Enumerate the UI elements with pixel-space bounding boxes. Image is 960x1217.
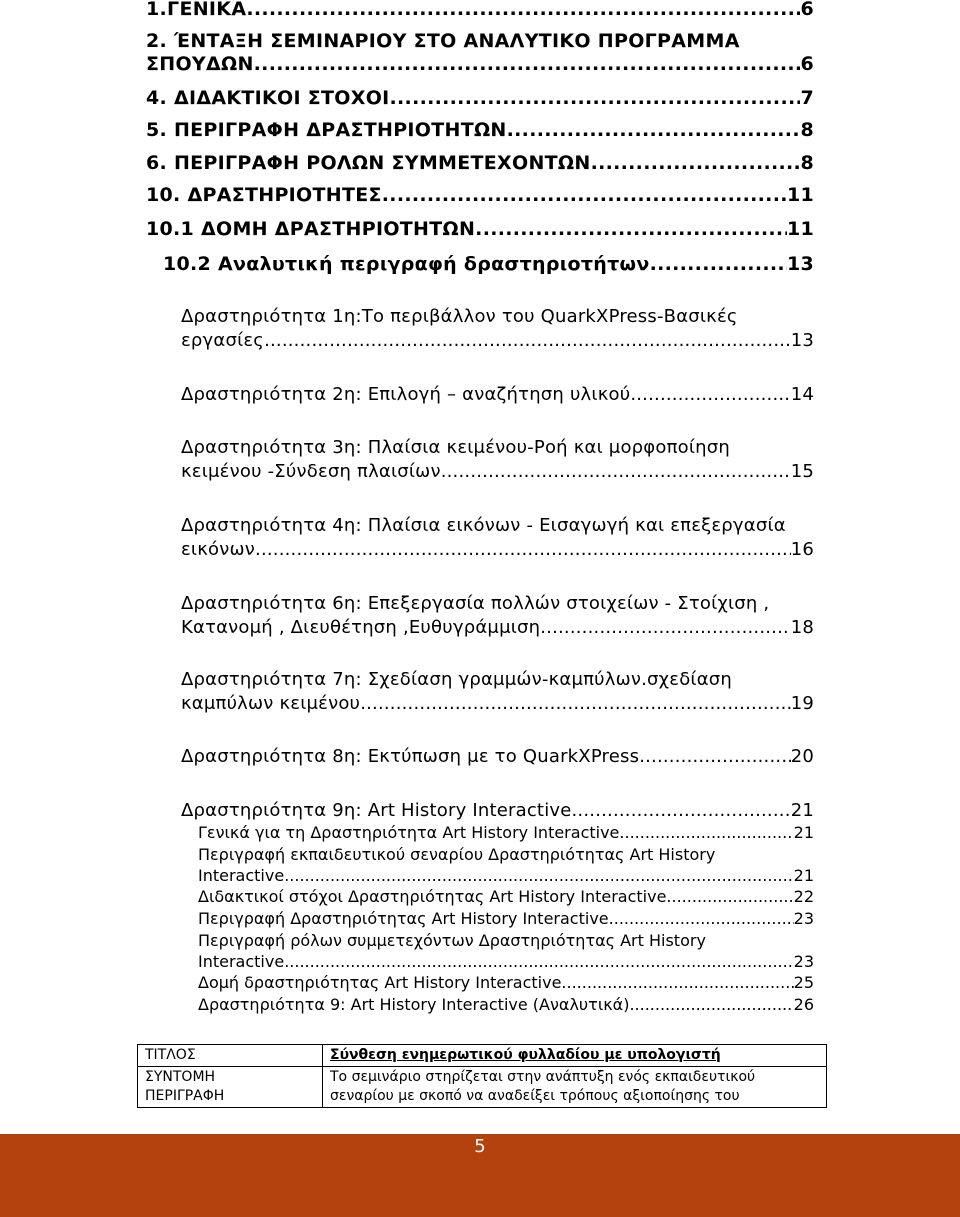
toc-entry-5[interactable] [146, 152, 814, 174]
toc-entry-page: 21 [793, 866, 814, 885]
toc-entry-10[interactable] [181, 384, 814, 405]
toc-entry-title: 10.1 ΔΟΜΗ ΔΡΑΣΤΗΡΙΟΤΗΤΩΝ [146, 218, 476, 240]
toc-entry-page: 16 [790, 539, 814, 560]
toc-entry-page: 23 [793, 909, 814, 928]
toc-entry-12-line1[interactable]: Δραστηριότητα 4η: Πλαίσια εικόνων - Εισαγωγή και επεξεργασία [181, 515, 786, 536]
toc-entry-title: 4. ΔΙΔΑΚΤΙΚΟΙ ΣΤΟΧΟΙ [146, 87, 390, 109]
toc-entry-title: 10.2 Αναλυτική περιγραφή δραστηριοτήτων [163, 253, 650, 275]
toc-entry-page: 25 [793, 973, 814, 992]
toc-entry-7[interactable] [146, 218, 814, 240]
toc-entry-page: 13 [786, 253, 814, 275]
toc-entry-title: Δομή δραστηριότητας Art History Interactive [198, 973, 562, 992]
table-row [138, 1045, 827, 1067]
toc-entry-title: εικόνων [181, 539, 256, 560]
toc-entry-title: 6. ΠΕΡΙΓΡΑΦΗ ΡΟΛΩΝ ΣΥΜΜΕΤΕΧΟΝΤΩΝ [146, 152, 591, 174]
toc-entry-page: 6 [800, 0, 814, 20]
toc-leader-dots [561, 973, 793, 992]
toc-leader-dots [441, 461, 791, 482]
summary-value [323, 1067, 827, 1108]
toc-entry-21-line1[interactable]: Περιγραφή ρόλων συμμετεχόντων Δραστηριότητας Art History [198, 931, 706, 950]
toc-leader-dots [572, 800, 791, 821]
toc-entry-18-line1[interactable]: Περιγραφή εκπαιδευτικού σεναρίου Δραστηριότητας Art History [198, 845, 716, 864]
toc-entry-1[interactable] [146, 0, 814, 20]
toc-leader-dots [591, 152, 801, 174]
toc-entry-18[interactable] [198, 866, 814, 885]
toc-leader-dots [255, 539, 791, 560]
toc-entry-title: Γενικά για τη Δραστηριότητα Art History Interactive [198, 823, 620, 842]
toc-entry-6[interactable] [146, 184, 814, 206]
toc-entry-title: Δραστηριότητα 8η: Εκτύπωση με το QuarkXPress [181, 746, 640, 767]
toc-leader-dots [507, 119, 801, 141]
toc-entry-page: 18 [790, 617, 814, 638]
toc-entry-21[interactable] [198, 952, 814, 971]
toc-entry-page: 8 [800, 119, 814, 141]
toc-leader-dots [609, 909, 794, 928]
toc-entry-title: Κατανομή , Διευθέτηση ,Ευθυγράμμιση [181, 617, 541, 638]
toc-entry-2[interactable] [146, 53, 814, 75]
toc-leader-dots [666, 887, 793, 906]
toc-entry-title: Δραστηριότητα 9η: Art History Interactive [181, 800, 572, 821]
toc-entry-page: 19 [790, 693, 814, 714]
seminar-info-table [137, 1044, 827, 1108]
toc-entry-14-line1[interactable]: Δραστηριότητα 7η: Σχεδίαση γραμμών-καμπύλων.σχεδίαση [181, 669, 732, 690]
toc-leader-dots [246, 0, 800, 20]
toc-leader-dots [390, 87, 801, 109]
table-row [138, 1067, 827, 1108]
toc-entry-page: 11 [786, 218, 814, 240]
toc-entry-title: 1.ΓΕΝΙΚΑ [146, 0, 247, 20]
page-number: 5 [474, 1136, 486, 1157]
toc-entry-title: Interactive [198, 952, 285, 971]
toc-entry-11[interactable] [181, 461, 814, 482]
toc-leader-dots [264, 330, 791, 351]
toc-entry-page: 8 [800, 152, 814, 174]
toc-leader-dots [284, 952, 793, 971]
toc-entry-16[interactable] [181, 800, 814, 821]
summary-label [138, 1067, 323, 1108]
toc-entry-title: Διδακτικοί στόχοι Δραστηριότητας Art History Interactive [198, 887, 667, 906]
toc-entry-15[interactable] [181, 746, 814, 767]
toc-entry-13[interactable] [181, 617, 814, 638]
summary-label-line: ΠΕΡΙΓΡΑΦΗ [145, 1088, 225, 1104]
title-label: ΤΙΤΛΟΣ [138, 1045, 323, 1067]
toc-entry-page: 23 [793, 952, 814, 971]
toc-entry-17[interactable] [198, 823, 814, 842]
toc-entry-19[interactable] [198, 887, 814, 906]
toc-entry-page: 20 [790, 746, 814, 767]
toc-entry-14[interactable] [181, 693, 814, 714]
toc-leader-dots [629, 995, 793, 1014]
toc-entry-9[interactable] [181, 330, 814, 351]
toc-leader-dots [475, 218, 787, 240]
toc-entry-page: 22 [793, 887, 814, 906]
toc-leader-dots [382, 184, 787, 206]
toc-entry-12[interactable] [181, 539, 814, 560]
title-value-text: Σύνθεση ενημερωτικού φυλλαδίου με υπολογιστή [330, 1047, 721, 1063]
toc-entry-title: Δραστηριότητα 9: Art History Interactive (Αναλυτικά) [198, 995, 630, 1014]
toc-leader-dots [619, 823, 793, 842]
toc-leader-dots [650, 253, 787, 275]
title-value [323, 1045, 827, 1067]
toc-entry-title: κειμένου -Σύνδεση πλαισίων [181, 461, 441, 482]
toc-entry-4[interactable] [146, 119, 814, 141]
toc-leader-dots [630, 384, 790, 405]
toc-entry-page: 21 [790, 800, 814, 821]
toc-entry-11-line1[interactable]: Δραστηριότητα 3η: Πλαίσια κειμένου-Ροή και μορφοποίηση [181, 437, 730, 458]
toc-entry-page: 6 [800, 53, 814, 75]
toc-entry-13-line1[interactable]: Δραστηριότητα 6η: Επεξεργασία πολλών στοιχείων - Στοίχιση , [181, 593, 770, 614]
toc-entry-23[interactable] [198, 995, 814, 1014]
toc-entry-title: Περιγραφή Δραστηριότητας Art History Interactive [198, 909, 609, 928]
toc-entry-page: 26 [793, 995, 814, 1014]
toc-entry-title: 5. ΠΕΡΙΓΡΑΦΗ ΔΡΑΣΤΗΡΙΟΤΗΤΩΝ [146, 119, 507, 141]
toc-leader-dots [360, 693, 791, 714]
toc-entry-title: εργασίες [181, 330, 265, 351]
summary-value-line: σεναρίου με σκοπό να αναδείξει τρόπους αξιοποίησης του [330, 1088, 740, 1104]
toc-entry-8[interactable] [163, 253, 814, 275]
toc-entry-page: 11 [786, 184, 814, 206]
summary-label-line: ΣΥΝΤΟΜΗ [145, 1069, 216, 1085]
toc-entry-20[interactable] [198, 909, 814, 928]
toc-entry-title: καμπύλων κειμένου [181, 693, 361, 714]
toc-entry-title: Δραστηριότητα 2η: Επιλογή – αναζήτηση υλικού [181, 384, 631, 405]
toc-entry-title: 10. ΔΡΑΣΤΗΡΙΟΤΗΤΕΣ [146, 184, 382, 206]
toc-entry-2-line1[interactable]: 2. ΈΝΤΑΞΗ ΣΕΜΙΝΑΡΙΟΥ ΣΤΟ ΑΝΑΛΥΤΙΚΟ ΠΡΟΓΡΑΜΜΑ [146, 30, 740, 52]
toc-entry-page: 21 [793, 823, 814, 842]
toc-leader-dots [254, 53, 801, 75]
toc-entry-title: ΣΠΟΥΔΩΝ [146, 53, 254, 75]
toc-entry-title: Interactive [198, 866, 285, 885]
toc-leader-dots [284, 866, 793, 885]
page-footer-bar [0, 1134, 960, 1217]
toc-leader-dots [639, 746, 790, 767]
toc-entry-22[interactable] [198, 973, 814, 992]
toc-entry-page: 13 [790, 330, 814, 351]
toc-entry-page: 14 [790, 384, 814, 405]
toc-entry-3[interactable] [146, 87, 814, 109]
toc-entry-9-line1[interactable]: Δραστηριότητα 1η:Το περιβάλλον του QuarkXPress-Βασικές [181, 306, 738, 327]
toc-entry-page: 7 [800, 87, 814, 109]
summary-value-line: Το σεμινάριο στηρίζεται στην ανάπτυξη ενός εκπαιδευτικού [330, 1069, 756, 1085]
toc-leader-dots [540, 617, 790, 638]
toc-entry-page: 15 [790, 461, 814, 482]
